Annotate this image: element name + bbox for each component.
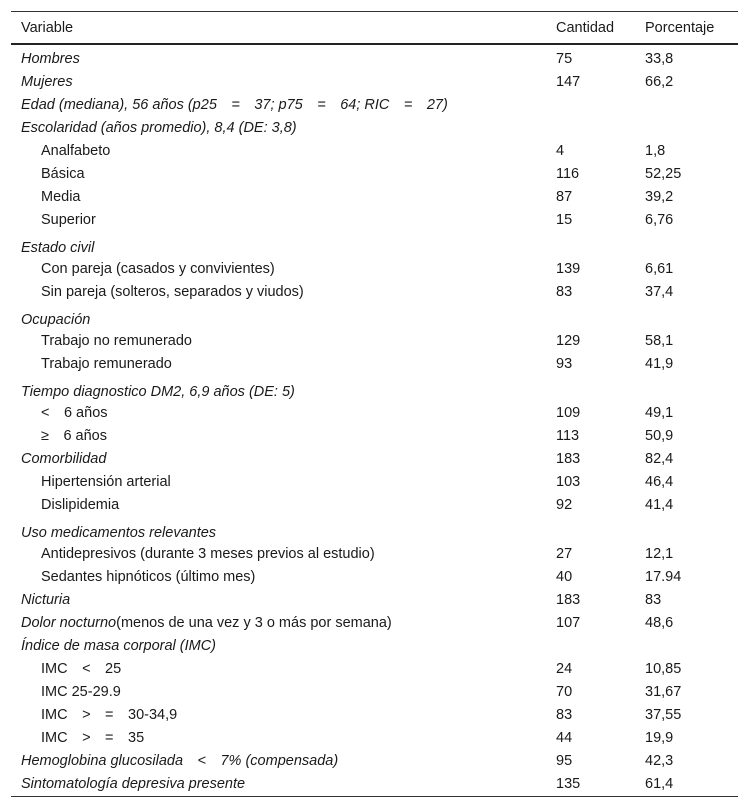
- row-label-text: IMC > = 30-34,9: [41, 706, 178, 723]
- row-label: [11, 162, 546, 185]
- header-variable: Variable: [11, 12, 546, 45]
- row-count: 129: [556, 332, 581, 349]
- table-row: [11, 329, 738, 352]
- table-row: [11, 162, 738, 185]
- row-label: [11, 185, 546, 208]
- row-label-text: IMC < 25: [41, 660, 122, 677]
- row-percent: 46,4: [645, 473, 674, 490]
- table-row: [11, 303, 738, 329]
- table-row: [11, 657, 738, 680]
- row-label: [11, 493, 546, 516]
- row-count: 116: [556, 165, 580, 182]
- header-count: Cantidad: [546, 12, 635, 45]
- row-label-text: Índice de masa corporal (IMC): [21, 637, 217, 654]
- row-percent: 10,85: [645, 660, 682, 677]
- row-count: 75: [556, 50, 573, 67]
- row-percent: 33,8: [645, 50, 674, 67]
- table-row: [11, 280, 738, 303]
- table-row: [11, 565, 738, 588]
- demographics-table: [11, 11, 738, 797]
- row-percent: 17.94: [645, 568, 682, 585]
- row-label: [11, 208, 546, 231]
- row-percent: 52,25: [645, 165, 682, 182]
- table-row: [11, 493, 738, 516]
- row-label: [11, 231, 546, 257]
- row-label: [11, 375, 546, 401]
- row-percent: 50,9: [645, 427, 674, 444]
- row-label: [11, 726, 546, 749]
- row-label-text: Dolor nocturno: [21, 614, 117, 631]
- row-label: [11, 139, 546, 162]
- row-label-text: IMC > = 35: [41, 729, 145, 746]
- table-row: [11, 542, 738, 565]
- row-count: 92: [556, 496, 573, 513]
- row-label-text: Hemoglobina glucosilada < 7% (compensada): [21, 752, 339, 769]
- row-label-text: Ocupación: [21, 312, 91, 328]
- row-count: 107: [556, 614, 581, 631]
- row-count: 44: [556, 729, 573, 746]
- row-label-text: Básica: [41, 165, 85, 182]
- row-count: 147: [556, 73, 581, 90]
- table-row: [11, 680, 738, 703]
- row-label-text: Hipertensión arterial: [41, 473, 171, 490]
- row-percent: 41,9: [645, 355, 674, 372]
- row-percent: 39,2: [645, 188, 674, 205]
- table-row: [11, 44, 738, 70]
- row-label-text: Analfabeto: [41, 142, 111, 159]
- row-percent: 19,9: [645, 729, 674, 746]
- row-count: [546, 116, 635, 139]
- row-label-text: Sin pareja (solteros, separados y viudos): [41, 283, 304, 300]
- row-label-text: Sintomatología depresiva presente: [21, 776, 246, 792]
- table-row: [11, 375, 738, 401]
- table-row: [11, 726, 738, 749]
- row-count: [546, 375, 635, 401]
- row-percent: 6,76: [645, 211, 674, 228]
- row-count: 70: [556, 683, 573, 700]
- row-label: [11, 703, 546, 726]
- row-percent: [635, 116, 738, 139]
- row-label: [11, 516, 546, 542]
- row-count: [546, 231, 635, 257]
- row-percent: [635, 303, 738, 329]
- table-row: [11, 352, 738, 375]
- row-label: [11, 329, 546, 352]
- row-percent: 37,55: [645, 706, 682, 723]
- row-label: [11, 542, 546, 565]
- header-row: [11, 12, 738, 45]
- table-row: [11, 231, 738, 257]
- table-row: [11, 588, 738, 611]
- table-row: [11, 516, 738, 542]
- row-label-text: Con pareja (casados y convivientes): [41, 260, 275, 277]
- row-percent: 42,3: [645, 752, 674, 769]
- table-row: [11, 257, 738, 280]
- row-label: [11, 749, 546, 772]
- row-label-text: Tiempo diagnostico DM2, 6,9 años (DE: 5): [21, 384, 295, 400]
- row-label: [11, 257, 546, 280]
- row-percent: [635, 375, 738, 401]
- row-percent: 31,67: [645, 683, 682, 700]
- row-label-text: Trabajo remunerado: [41, 355, 172, 372]
- table-header: [11, 12, 738, 45]
- table-row: [11, 208, 738, 231]
- row-count: [546, 516, 635, 542]
- row-count: 113: [556, 427, 580, 444]
- row-count: 83: [556, 706, 573, 723]
- row-count: 139: [556, 260, 581, 277]
- row-label-text: Uso medicamentos relevantes: [21, 525, 217, 541]
- row-label-text: Edad (mediana), 56 años (p25 = 37; p75 = 64; RIC = 27): [21, 96, 448, 113]
- row-count: 183: [556, 591, 581, 608]
- row-percent: 41,4: [645, 496, 674, 513]
- row-label: [11, 303, 546, 329]
- row-label: [11, 280, 546, 303]
- row-percent: 12,1: [645, 545, 674, 562]
- row-label-text: Mujeres: [21, 73, 73, 90]
- row-label: [11, 424, 546, 447]
- row-percent: 61,4: [635, 772, 738, 797]
- row-label: [11, 565, 546, 588]
- table-row: [11, 634, 738, 657]
- row-count: 135: [546, 772, 635, 797]
- row-count: 95: [556, 752, 573, 769]
- table-row: [11, 424, 738, 447]
- row-label-text: IMC 25-29.9: [41, 683, 121, 700]
- row-label: [11, 352, 546, 375]
- table-body: [11, 44, 738, 797]
- row-percent: 6,61: [645, 260, 674, 277]
- row-percent: [635, 93, 738, 116]
- row-label-text: Estado civil: [21, 240, 95, 256]
- row-label: [11, 634, 546, 657]
- row-percent: 66,2: [645, 73, 674, 90]
- row-count: 27: [556, 545, 573, 562]
- row-label-text: Trabajo no remunerado: [41, 332, 192, 349]
- row-label-text: Hombres: [21, 50, 80, 67]
- row-percent: 83: [645, 591, 662, 608]
- row-count: [546, 93, 635, 116]
- row-label: [11, 470, 546, 493]
- row-label: [11, 611, 546, 634]
- row-count: 15: [556, 211, 573, 228]
- row-count: [546, 634, 635, 657]
- table-row: [11, 447, 738, 470]
- row-label-text: Escolaridad (años promedio), 8,4 (DE: 3,8): [21, 119, 297, 136]
- row-label-text: Antidepresivos (durante 3 meses previos al estudio): [41, 545, 375, 562]
- row-label: [11, 772, 546, 797]
- row-label: [11, 680, 546, 703]
- row-count: 40: [556, 568, 573, 585]
- row-percent: 82,4: [645, 450, 674, 467]
- table-row: [11, 139, 738, 162]
- row-label: [11, 588, 546, 611]
- table-row: [11, 772, 738, 797]
- row-label: [11, 70, 546, 93]
- table-row: [11, 185, 738, 208]
- row-count: 93: [556, 355, 573, 372]
- row-percent: 37,4: [645, 283, 674, 300]
- row-label-text: Sedantes hipnóticos (último mes): [41, 568, 256, 585]
- row-label-text: Nicturia: [21, 591, 71, 608]
- table-row: [11, 401, 738, 424]
- row-label-detail: (menos de una vez y 3 o más por semana): [116, 614, 392, 631]
- header-percent: Porcentaje: [635, 12, 738, 45]
- row-label: [11, 657, 546, 680]
- row-count: 87: [556, 188, 573, 205]
- row-percent: [635, 516, 738, 542]
- row-label-text: < 6 años: [41, 404, 108, 421]
- row-count: 24: [556, 660, 573, 677]
- row-percent: [635, 634, 738, 657]
- row-label-text: Media: [41, 188, 81, 205]
- row-count: 103: [556, 473, 581, 490]
- row-percent: 58,1: [645, 332, 674, 349]
- row-count: 83: [556, 283, 573, 300]
- row-count: [546, 303, 635, 329]
- row-count: 109: [556, 404, 581, 421]
- row-label: [11, 44, 546, 70]
- table-row: [11, 93, 738, 116]
- table-row: [11, 749, 738, 772]
- row-percent: 48,6: [645, 614, 674, 631]
- row-percent: 49,1: [645, 404, 674, 421]
- row-label-text: Dislipidemia: [41, 496, 120, 513]
- row-count: 183: [556, 450, 581, 467]
- row-count: 4: [556, 142, 565, 159]
- row-label: [11, 401, 546, 424]
- table-row: [11, 611, 738, 634]
- table-row: [11, 70, 738, 93]
- row-percent: 1,8: [645, 142, 666, 159]
- row-label-text: Superior: [41, 211, 96, 228]
- table-row: [11, 116, 738, 139]
- table-row: [11, 470, 738, 493]
- row-label-text: ≥ 6 años: [41, 427, 107, 444]
- table-row: [11, 703, 738, 726]
- row-label: [11, 447, 546, 470]
- row-percent: [635, 231, 738, 257]
- row-label: [11, 93, 546, 116]
- row-label-text: Comorbilidad: [21, 450, 107, 467]
- row-label: [11, 116, 546, 139]
